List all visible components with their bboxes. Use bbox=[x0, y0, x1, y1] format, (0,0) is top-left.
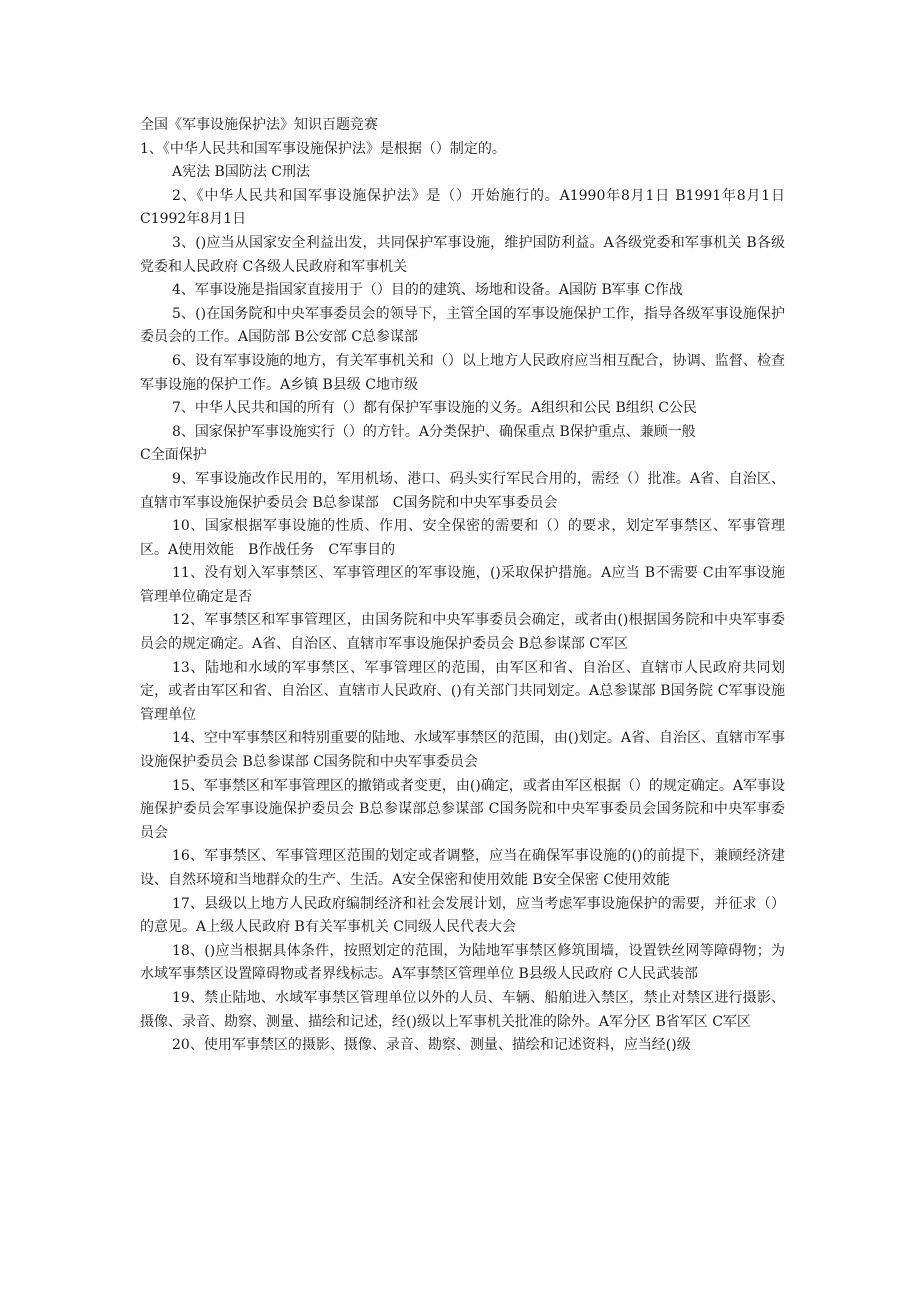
question-3: 3、()应当从国家安全利益出发，共同保护军事设施，维护国防利益。A各级党委和军事机关 B各级党委和人民政府 C各级人民政府和军事机关 bbox=[140, 234, 785, 275]
question-6: 6、设有军事设施的地方，有关军事机关和（）以上地方人民政府应当相互配合，协调、监督、检查军事设施的保护工作。A乡镇 B县级 C地市级 bbox=[140, 352, 785, 393]
question-14: 14、空中军事禁区和特别重要的陆地、水域军事禁区的范围，由()划定。A省、自治区、直辖市军事设施保护委员会 B总参谋部 C国务院和中央军事委员会 bbox=[140, 730, 785, 771]
question-2: 2、《中华人民共和国军事设施保护法》是（）开始施行的。A1990年8月1日 B1991年8月1日 C1992年8月1日 bbox=[140, 187, 785, 228]
question-17: 17、县级以上地方人民政府编制经济和社会发展计划，应当考虑军事设施保护的需要，并征求（）的意见。A上级人民政府 B有关军事机关 C同级人民代表大会 bbox=[140, 895, 785, 936]
document-page bbox=[140, 114, 785, 1058]
question-4: 4、军事设施是指国家直接用于（）目的的建筑、场地和设备。A国防 B军事 C作战 bbox=[172, 282, 683, 299]
question-9: 9、军事设施改作民用的，军用机场、港口、码头实行军民合用的，需经（）批准。A省、自治区、直辖市军事设施保护委员会 B总参谋部 C国务院和中央军事委员会 bbox=[140, 470, 785, 511]
question-1: 1、《中华人民共和国军事设施保护法》是根据（）制定的。 bbox=[140, 140, 506, 157]
question-11: 11、没有划入军事禁区、军事管理区的军事设施，()采取保护措施。A应当 B不需要 C由军事设施管理单位确定是否 bbox=[140, 565, 785, 605]
question-7: 7、中华人民共和国的所有（）都有保护军事设施的义务。A组织和公民 B组织 C公民 bbox=[172, 400, 697, 417]
question-15: 15、军事禁区和军事管理区的撤销或者变更，由()确定，或者由军区根据（）的规定确定。A军事设施保护委员会军事设施保护委员会 B总参谋部总参谋部 C国务院和中央军事委员会国务院和中央军事委员会 bbox=[140, 777, 785, 841]
question-8: 8、国家保护军事设施实行（）的方针。A分类保护、确保重点 B保护重点、兼顾一般 bbox=[172, 423, 696, 440]
question-10: 10、国家根据军事设施的性质、作用、安全保密的需要和（）的要求，划定军事禁区、军事管理区。A使用效能 B作战任务 C军事目的 bbox=[140, 518, 785, 558]
question-16: 16、军事禁区、军事管理区范围的划定或者调整，应当在确保军事设施的()的前提下，兼顾经济建设、自然环境和当地群众的生产、生活。A安全保密和使用效能 B安全保密 C使用效能 bbox=[140, 848, 785, 888]
question-13: 13、陆地和水域的军事禁区、军事管理区的范围，由军区和省、自治区、直辖市人民政府共同划定，或者由军区和省、自治区、直辖市人民政府、()有关部门共同划定。A总参谋部 B国务院 C军事设施管理单位 bbox=[140, 659, 785, 723]
question-18: 18、()应当根据具体条件，按照划定的范围，为陆地军事禁区修筑围墙，设置铁丝网等障碍物；为水域军事禁区设置障碍物或者界线标志。A军事禁区管理单位 B县级人民政府 C人民武装部 bbox=[140, 942, 785, 983]
question-1-options: A宪法 B国防法 C刑法 bbox=[172, 164, 311, 181]
question-19: 19、禁止陆地、水域军事禁区管理单位以外的人员、车辆、船舶进入禁区，禁止对禁区进行摄影、摄像、录音、勘察、测量、描绘和记述，经()级以上军事机关批准的除外。A军分区 B省军区 C军区 bbox=[140, 989, 785, 1030]
question-5: 5、()在国务院和中央军事委员会的领导下，主管全国的军事设施保护工作，指导各级军事设施保护委员会的工作。A国防部 B公安部 C总参谋部 bbox=[140, 305, 785, 346]
question-20: 20、使用军事禁区的摄影、摄像、录音、勘察、测量、描绘和记述资料，应当经()级 bbox=[172, 1037, 691, 1054]
question-8-option-c: C全面保护 bbox=[140, 447, 207, 464]
question-12: 12、军事禁区和军事管理区，由国务院和中央军事委员会确定，或者由()根据国务院和中央军事委员会的规定确定。A省、自治区、直辖市军事设施保护委员会 B总参谋部 C军区 bbox=[140, 612, 785, 653]
document-title: 全国《军事设施保护法》知识百题竞赛 bbox=[140, 117, 378, 133]
